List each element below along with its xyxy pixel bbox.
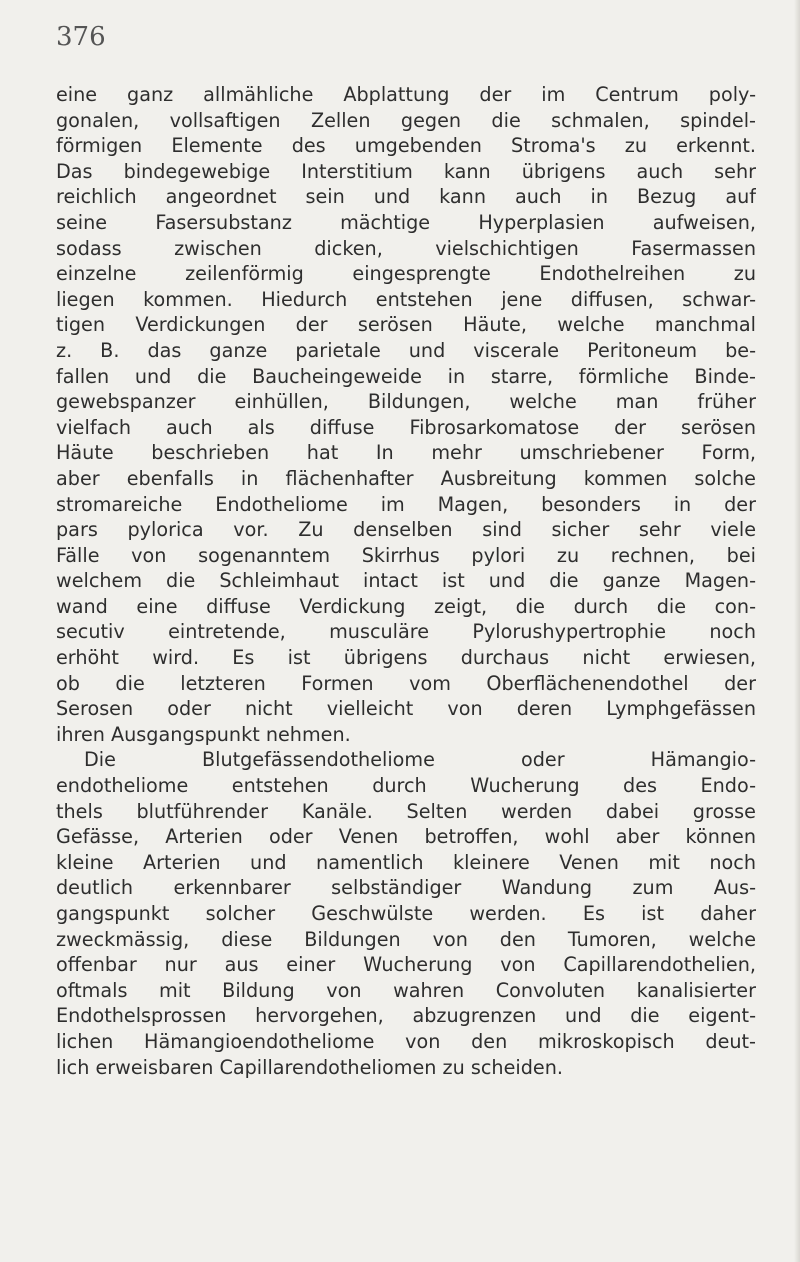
text-line: fallen und die Baucheingeweide in starre, förmliche Binde- xyxy=(56,364,756,388)
text-line: z. B. das ganze parietale und viscerale Peritoneum be- xyxy=(56,338,756,362)
text-line: Fälle von sogenanntem Skirrhus pylori zu rechnen, bei xyxy=(56,543,756,567)
text-line: liegen kommen. Hiedurch entstehen jene diffusen, schwar- xyxy=(56,287,756,311)
text-line: lichen Hämangioendotheliome von den mikroskopisch deut- xyxy=(56,1029,756,1053)
text-line: reichlich angeordnet sein und kann auch in Bezug auf xyxy=(56,185,756,209)
text-line: eine ganz allmähliche Abplattung der im Centrum poly- xyxy=(56,83,756,106)
text-line: oftmals mit Bildung von wahren Convoluten kanalisierter xyxy=(56,978,756,1002)
text-line: gonalen, vollsaftigen Zellen gegen die schmalen, spindel- xyxy=(56,108,756,132)
text-line: sodass zwischen dicken, vielschichtigen Fasermassen xyxy=(56,236,756,260)
text-line: endotheliome entstehen durch Wucherung des Endo- xyxy=(56,774,756,798)
text-line: gewebspanzer einhüllen, Bildungen, welche man früher xyxy=(56,390,756,414)
text-line: deutlich erkennbarer selbständiger Wandung zum Aus- xyxy=(56,876,756,900)
text-line: vielfach auch als diffuse Fibrosarkomatose der serösen xyxy=(56,415,756,439)
text-line: kleine Arterien und namentlich kleinere Venen mit noch xyxy=(56,850,756,874)
text-line: einzelne zeilenförmig eingesprengte Endothelreihen zu xyxy=(56,262,756,286)
text-line: Die Blutgefässendotheliome oder Hämangio- xyxy=(84,748,756,772)
text-line: seine Fasersubstanz mächtige Hyperplasien aufweisen, xyxy=(56,210,756,234)
text-line: welchem die Schleimhaut intact ist und die ganze Magen- xyxy=(56,569,756,593)
text-line: aber ebenfalls in flächenhafter Ausbreitung kommen solche xyxy=(56,466,756,490)
text-line: förmigen Elemente des umgebenden Stroma's zu erkennt. xyxy=(56,134,756,158)
text-line: lich erweisbaren Capillarendotheliomen zu scheiden. xyxy=(56,1055,563,1079)
page-number: 376 xyxy=(56,22,106,52)
text-line: gangspunkt solcher Geschwülste werden. Es ist daher xyxy=(56,902,756,925)
text-line: Häute beschrieben hat In mehr umschriebener Form, xyxy=(56,441,756,465)
text-line: offenbar nur aus einer Wucherung von Capillarendothelien, xyxy=(56,953,756,977)
text-line: pars pylorica vor. Zu denselben sind sicher sehr viele xyxy=(56,518,756,542)
text-line: stromareiche Endotheliome im Magen, besonders in der xyxy=(56,492,756,516)
text-line: erhöht wird. Es ist übrigens durchaus nicht erwiesen, xyxy=(56,646,756,670)
body-text xyxy=(56,82,756,1080)
text-line: tigen Verdickungen der serösen Häute, welche manchmal xyxy=(56,313,756,337)
text-line: ihren Ausgangspunkt nehmen. xyxy=(56,722,351,746)
text-line: Gefässe, Arterien oder Venen betroffen, wohl aber können xyxy=(56,825,756,849)
text-line: Endothelsprossen hervorgehen, abzugrenzen und die eigent- xyxy=(56,1004,756,1028)
text-line: secutiv eintretende, musculäre Pylorushypertrophie noch xyxy=(56,620,756,644)
text-line: zweckmässig, diese Bildungen von den Tumoren, welche xyxy=(56,927,756,951)
text-line: Serosen oder nicht vielleicht von deren Lymphgefässen xyxy=(56,697,756,721)
text-line: ob die letzteren Formen vom Oberflächenendothel der xyxy=(56,671,756,695)
page-edge-shadow xyxy=(794,0,800,1262)
text-line: wand eine diffuse Verdickung zeigt, die durch die con- xyxy=(56,594,756,618)
text-line: thels blutführender Kanäle. Selten werden dabei grosse xyxy=(56,799,756,823)
text-line: Das bindegewebige Interstitium kann übrigens auch sehr xyxy=(56,159,756,183)
